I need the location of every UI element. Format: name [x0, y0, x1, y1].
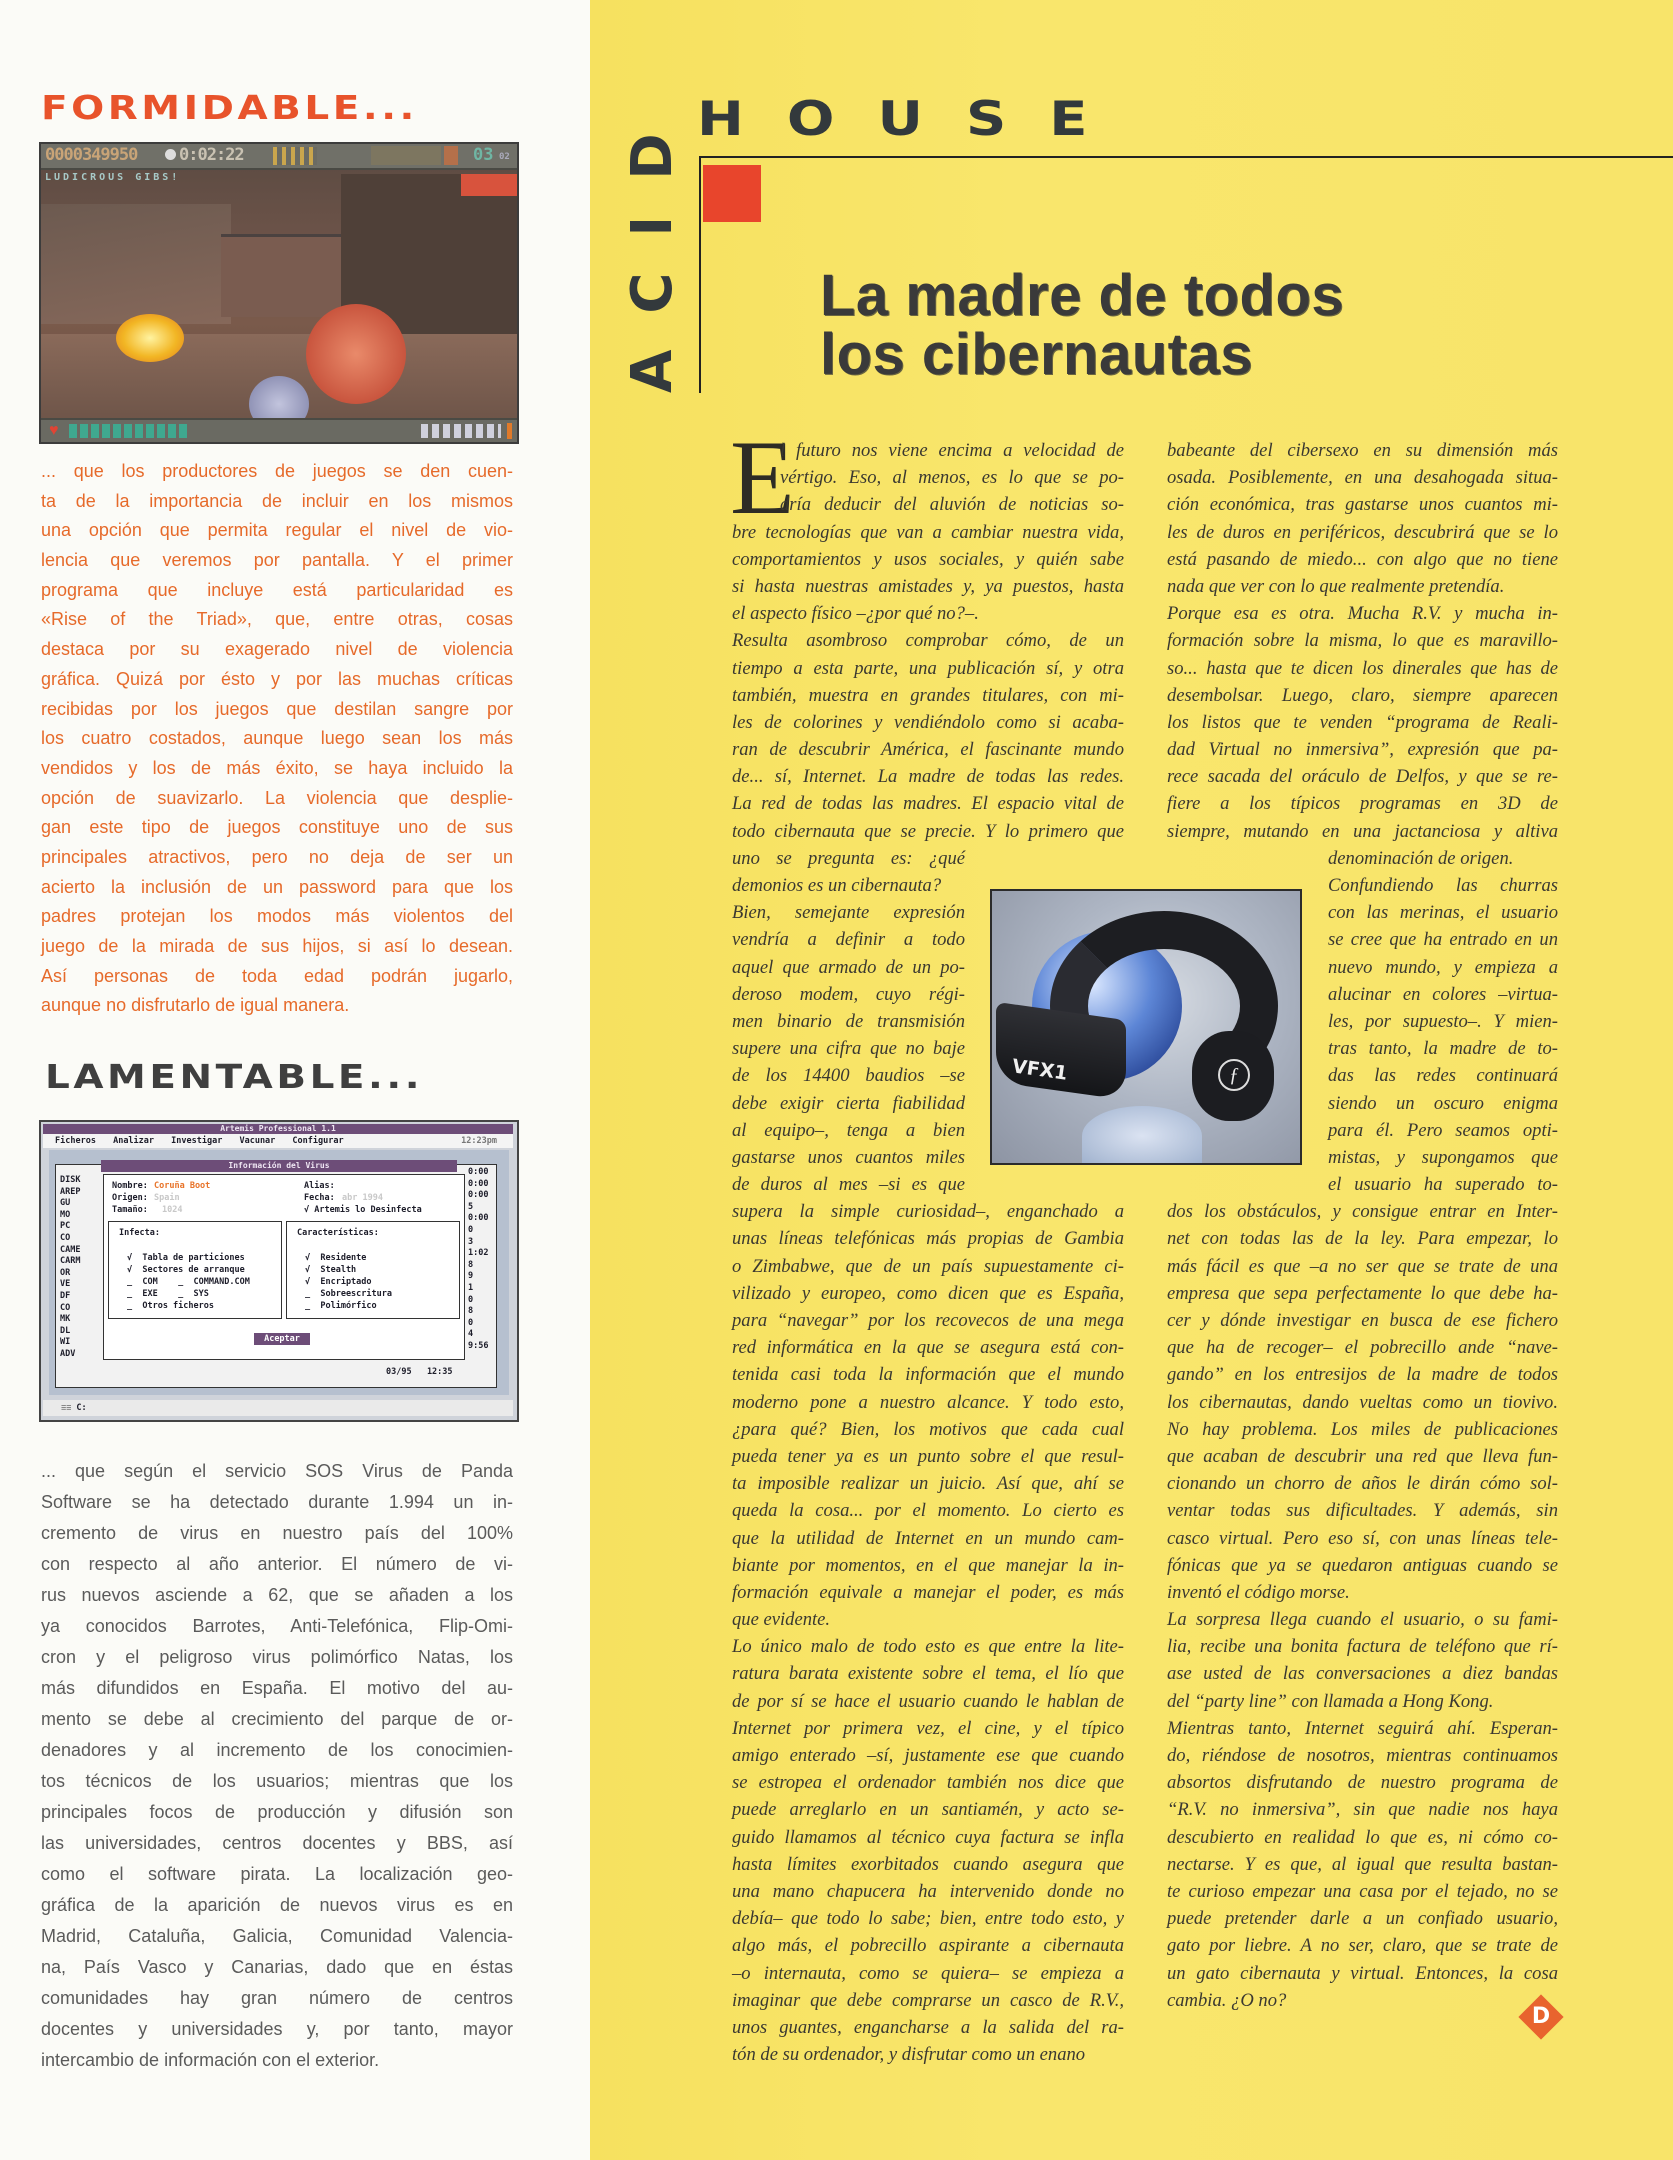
text-line: ... que los productores de juegos se den cuen-	[41, 461, 513, 481]
infects-item: _ COM _ COMMAND.COM	[127, 1277, 250, 1287]
text-line: que la utilidad de Internet en un mundo cam-	[732, 1527, 1124, 1549]
text-line: opción de suavizarlo. La violencia que desplie-	[41, 787, 513, 808]
date-label: Fecha:	[304, 1193, 335, 1203]
text-line: unas líneas telefónicas más propias de Gambia	[732, 1228, 1124, 1250]
text-line: supera la simple curiosidad–, enganchado a	[732, 1201, 1124, 1223]
vfx1-label: VFX1	[1010, 1055, 1069, 1085]
keys-icon	[273, 147, 317, 165]
features-item: √ Stealth	[305, 1265, 357, 1275]
text-line: rus nuevos asciende a 62, que se añaden a los	[41, 1585, 513, 1605]
tree-item: VE	[60, 1279, 71, 1290]
text-line: puede arreglarlo en un santiamén, y acto se-	[732, 1799, 1124, 1821]
text-line: se cree que ha entrado en un	[1328, 929, 1558, 951]
text-line: ran de descubrir América, el fascinante mundo	[732, 739, 1124, 761]
text-line: denominación de origen.	[1328, 847, 1514, 869]
text-line: dad Virtual no inmersiva”, expresión que pa-	[1167, 739, 1558, 761]
drive-prompt: C:	[76, 1403, 87, 1413]
ammo-bar	[507, 423, 512, 439]
text-line: formación sobre la misma, lo que es maravillo-	[1167, 630, 1558, 652]
text-line: una mano chapucera ha intervenido donde no	[732, 1880, 1124, 1902]
text-line: todo cibernauta que se precie. Y lo primero que	[732, 820, 1124, 842]
text-line: men binario de transmisión	[732, 1010, 965, 1032]
red-square-decoration	[703, 165, 761, 222]
text-line: una opción que permita regular el nivel de vio-	[41, 520, 513, 541]
text-line: ase usted de las conversaciones a diez bandas	[1167, 1663, 1558, 1685]
text-line: para él. Pero seamos opti-	[1328, 1119, 1558, 1141]
text-line: absortos disfrutando de nuestro programa de	[1167, 1772, 1558, 1794]
file-date: 03/95 12:35	[386, 1367, 453, 1377]
text-line: do, riéndose de nosotros, mientras continuamos	[1167, 1745, 1558, 1766]
text-line: aunque no disfrutarlo de igual manera.	[41, 995, 350, 1016]
text-line: el aspecto físico –¿por qué no?–.	[732, 603, 979, 625]
features-item: _ Polimórfico	[305, 1301, 377, 1311]
text-line: ta de la importancia de incluir en los mismos	[41, 490, 513, 511]
infects-item: _ EXE _ SYS	[127, 1289, 209, 1299]
artemis-status-bar: ≡≡ C:	[43, 1400, 513, 1416]
artemis-menu-bar	[43, 1134, 513, 1148]
text-line: las universidades, centros docentes y BBS, así	[41, 1833, 513, 1853]
text-line: imaginar que debe comprarse un casco de R.V.,	[732, 1989, 1124, 2011]
rise-of-the-triad-screenshot	[39, 142, 519, 444]
tree-item: DF	[60, 1290, 71, 1301]
text-line: se estropea el ordenador también nos dice que	[732, 1772, 1124, 1794]
text-line: inventó el código morse.	[1167, 1581, 1350, 1603]
features-box	[286, 1221, 460, 1319]
text-line: guido llamamos al técnico cuya factura se infla	[732, 1826, 1124, 1848]
text-line: rece sacada del oráculo de Delfos, y que se re-	[1167, 766, 1558, 788]
header-rule-vertical	[699, 156, 701, 393]
text-line: el usuario ha superado to-	[1328, 1174, 1558, 1196]
text-line: vendidos y los de más éxito, se haya incluido la	[41, 757, 513, 778]
right_values-item: 1:02	[468, 1248, 489, 1259]
article-title	[820, 263, 1345, 387]
text-line: unos guantes, engancharse a la salida del ra-	[732, 2016, 1124, 2038]
article-column-middle	[732, 437, 1124, 2068]
game-message: LUDICROUS GIBS!	[45, 172, 181, 183]
text-line: más difundidos en España. El motivo del au-	[41, 1678, 513, 1698]
features-list	[305, 1252, 392, 1312]
text-line: más fácil es que –a no ser que se trate de una	[1167, 1255, 1558, 1277]
text-line: siendo un oscuro enigma	[1328, 1092, 1558, 1114]
alias-label: Alias:	[304, 1181, 335, 1191]
infects-list	[127, 1252, 250, 1312]
virus-date: abr 1994	[342, 1193, 383, 1203]
text-line: nuevo mundo, y empieza a	[1328, 956, 1558, 978]
tree-item: WI	[60, 1337, 71, 1348]
text-line: dría deducir del aluvión de noticias so-	[780, 494, 1124, 516]
right_values-item: 0:00	[468, 1190, 489, 1201]
text-line: mistas, y supongamos que	[1328, 1146, 1558, 1168]
tree-item: CO	[60, 1232, 71, 1243]
text-line: Lo único malo de todo esto es que entre la lite-	[732, 1636, 1124, 1658]
fireball	[116, 314, 184, 362]
text-line: Bien, semejante expresión	[732, 902, 965, 924]
text-line: cremento de virus en nuestro país del 100%	[41, 1523, 513, 1543]
health-bar	[69, 424, 189, 438]
text-line: está pasando de miedo... con algo que no tiene	[1167, 548, 1558, 570]
wall-center	[221, 234, 341, 317]
text-line: das las redes continuará	[1328, 1065, 1558, 1087]
text-line: ción económica, tras gastarse unos cuantos mi-	[1167, 494, 1558, 516]
ammo-indicator	[421, 424, 501, 438]
size-label: Tamaño:	[112, 1205, 148, 1215]
tree-item: PC	[60, 1221, 71, 1232]
text-line: red informática en la que se asegura está con-	[732, 1337, 1124, 1359]
vfx1-headset-photo	[990, 889, 1302, 1165]
text-line: gando” en los entresijos de la madre de todos	[1167, 1364, 1558, 1386]
lamentable-text	[41, 1456, 513, 2076]
text-line: Resulta asombroso comprobar cómo, de un	[732, 630, 1124, 652]
text-line: un gato cibernauta y virtual. Entonces, la cosa	[1167, 1962, 1558, 1984]
text-line: ¿para qué? Bien, los motivos que cada cual	[732, 1418, 1124, 1440]
infects-item: _ Otros ficheros	[127, 1301, 214, 1311]
artemis-title-bar: Artemis Professional 1.1	[43, 1124, 513, 1134]
text-line: tras tanto, la madre de to-	[1328, 1038, 1558, 1060]
clock-icon	[165, 149, 176, 160]
text-line: les de colorines y vendiéndolo como si acaba-	[732, 711, 1124, 733]
features-item: √ Residente	[305, 1253, 367, 1263]
right_values-item: 0	[468, 1294, 474, 1305]
text-line: de duros al mes –si es que	[732, 1174, 965, 1196]
text-line: Confundiendo las churras	[1328, 875, 1558, 896]
text-line: nada que ver con lo que realmente pretendía.	[1167, 575, 1505, 597]
forte-logo-icon: ƒ	[1218, 1059, 1250, 1091]
right_values-item: 1	[468, 1282, 474, 1293]
text-line: juego de la mirada de sus hijos, si así lo desean.	[41, 936, 513, 956]
text-line: que ha de recoger– el pobrecillo ande “nave-	[1167, 1337, 1558, 1359]
virus-size: 1024	[162, 1205, 183, 1215]
text-line: si hasta nuestras amistades y, ya puestos, hasta	[732, 575, 1124, 597]
text-line: casco virtual. Pero eso sí, con unas líneas tele-	[1167, 1527, 1558, 1549]
origin-label: Origen:	[112, 1193, 148, 1203]
right_values-item: 0:00	[468, 1213, 489, 1224]
player-face-icon	[444, 146, 458, 165]
text-line: No hay problema. Los miles de publicaciones	[1167, 1418, 1558, 1440]
text-line: amigo enterado –sí, justamente ese que cuando	[732, 1745, 1124, 1766]
disinfect-flag: √ Artemis lo Desinfecta	[304, 1205, 422, 1215]
features-label: Características:	[297, 1228, 379, 1238]
enemy-exploding	[306, 304, 406, 404]
heart-icon: ♥	[49, 422, 59, 439]
text-line: tenida casi toda la información que el mundo	[732, 1364, 1124, 1386]
tree-item: CAME	[60, 1244, 81, 1255]
text-line: tón de su ordenador, y disfrutar como un enano	[732, 2044, 1086, 2066]
tree-item: DISK	[60, 1175, 81, 1185]
text-line: tos técnicos de los usuarios; mientras que los	[41, 1771, 513, 1791]
text-line: siempre, mutando en una jactanciosa y altiva	[1167, 820, 1558, 842]
text-line: padres protejan los modos más violentos del	[41, 906, 513, 927]
text-line: les de duros en periféricos, descubrirá que se lo	[1167, 521, 1558, 543]
menu-configurar[interactable]: Configurar	[292, 1136, 344, 1146]
text-line: del “party line” con llamada a Hong Kong.	[1167, 1690, 1494, 1712]
text-line: de por sí se hace el usuario cuando le hablan de	[732, 1690, 1124, 1712]
right_values-item: 9:56	[468, 1340, 489, 1351]
formidable-heading: FORMIDABLE...	[41, 88, 418, 127]
ok-button[interactable]: Aceptar	[254, 1333, 310, 1345]
game-counter-small: 02	[499, 152, 510, 162]
text-line: destaca por su exagerado nivel de violencia	[41, 639, 513, 660]
game-hud-top	[41, 144, 517, 170]
text-line: gato por liebre. A no ser, claro, que se trate de	[1167, 1935, 1558, 1957]
text-line: nectarse. Y es que, al igual que resulta bastan-	[1167, 1853, 1558, 1875]
right_values-item: 3	[468, 1236, 474, 1247]
text-line: les, por supuesto–. Y mien-	[1328, 1010, 1558, 1032]
tree-item: GU	[60, 1198, 71, 1209]
tree-item: MO	[60, 1209, 71, 1220]
game-hud-bottom	[41, 418, 517, 442]
game-score: 0000349950	[45, 145, 138, 165]
text-line: vendría a definir a todo	[732, 929, 965, 951]
infects-label: Infecta:	[119, 1228, 160, 1238]
text-line: empresa que sepa perfectamente lo que debe ha-	[1167, 1282, 1558, 1304]
article-title-line-1: La madre de todos	[820, 263, 1345, 328]
text-line: debe exigir cierta fiabilidad	[732, 1092, 965, 1114]
text-line: desembolsar. Luego, claro, siempre aparecen	[1167, 684, 1558, 706]
end-mark-letter: D	[1531, 2004, 1551, 2029]
menu-investigar[interactable]: Investigar	[171, 1136, 223, 1146]
article-title-line-2: los cibernautas	[820, 322, 1253, 387]
text-line: de... sí, Internet. La madre de todas las redes.	[732, 766, 1124, 788]
display-stand	[1082, 1106, 1202, 1165]
text-line: lencia que veremos por pantalla. Y el primer	[41, 550, 513, 571]
text-line: tiempo a esta parte, una publicación sí, y otra	[732, 657, 1124, 679]
formidable-text	[41, 457, 513, 1021]
player-name-panel	[371, 146, 441, 165]
menu-ficheros[interactable]: Ficheros	[55, 1136, 96, 1146]
text-line: fiere a los típicos programas en 3D de	[1167, 793, 1558, 815]
right_values-item: 5	[468, 1201, 474, 1212]
game-counter: 03	[473, 145, 494, 165]
text-line: demonios es un cibernauta?	[732, 875, 942, 896]
headset-visor	[996, 1002, 1126, 1100]
text-line: gráfica de la aparición de nuevos virus es en	[41, 1895, 513, 1915]
text-line: de los 14400 baudios –se	[732, 1065, 965, 1087]
text-line: cer y dónde investigar en busca de ese fichero	[1167, 1310, 1558, 1331]
text-line: «Rise of the Triad», que, entre otras, cosas	[41, 609, 513, 630]
text-line: denadores y al incremento de los conocimien-	[41, 1740, 513, 1760]
text-line: cambia. ¿O no?	[1167, 1989, 1287, 2011]
text-line: supere una cifra que no baje	[732, 1038, 965, 1060]
text-line: –o internauta, como se quiera– se empieza a	[732, 1962, 1124, 1984]
text-line: Software se ha detectado durante 1.994 un in-	[41, 1492, 513, 1512]
text-line: Porque esa es otra. Mucha R.V. y mucha in-	[1167, 603, 1558, 625]
tree-item: AREP	[60, 1186, 81, 1197]
text-line: net con todas las de la ley. Para empezar, lo	[1167, 1228, 1558, 1250]
text-line: mento se debe al crecimiento del parque de or-	[41, 1709, 513, 1729]
text-line: bre tecnologías que van a cambiar nuestra vida,	[732, 521, 1124, 543]
text-line: lia, recibe una bonita factura de teléfono que rí-	[1167, 1636, 1558, 1658]
text-line: La sorpresa llega cuando el usuario, o su fami-	[1167, 1609, 1558, 1631]
text-line: algo más, el pobrecillo aspirante a cibernauta	[732, 1935, 1124, 1957]
text-line: La red de todas las madres. El espacio vital de	[732, 793, 1124, 815]
right_values-item: 4	[468, 1329, 474, 1340]
text-line: fónicas que ya se quedaron antiguas cuando se	[1167, 1554, 1558, 1576]
tree-item: DL	[60, 1325, 71, 1336]
text-line: como el software pirata. La localización geo-	[41, 1864, 513, 1884]
text-line: na, País Vasco y Canarias, dado que en éstas	[41, 1957, 513, 1977]
text-line: al equipo–, tenga a bien	[732, 1119, 965, 1141]
header-rule-horizontal	[699, 156, 1673, 158]
text-line: gastarse unos cuantos miles	[732, 1146, 965, 1168]
text-line: uno se pregunta es: ¿qué	[732, 847, 965, 869]
text-line: programa que incluye está particularidad es	[41, 579, 513, 600]
text-line: puede pretender darle a un confiado usuario,	[1167, 1908, 1558, 1930]
text-line: con las merinas, el usuario	[1328, 902, 1558, 924]
name-label: Nombre:	[112, 1181, 148, 1191]
virus-origin: Spain	[154, 1193, 180, 1203]
text-line: deroso modem, cuyo régi-	[732, 983, 965, 1005]
end-mark-logo	[1517, 1993, 1565, 2041]
lamentable-heading: LAMENTABLE...	[45, 1057, 424, 1096]
text-line: hasta límites exorbitados cuando asegura que	[732, 1853, 1124, 1875]
text-line: babeante del cibersexo en su dimensión más	[1167, 440, 1558, 461]
tree-item: OR	[60, 1267, 71, 1278]
text-line: principales focos de producción y difusión son	[41, 1802, 513, 1822]
text-line: l futuro nos viene encima a velocidad de	[780, 440, 1124, 461]
text-line: osada. Posiblemente, en una desahogada situa-	[1167, 467, 1558, 489]
tree-item: CARM	[60, 1256, 81, 1267]
text-line: gan este tipo de juegos constituye uno de sus	[41, 817, 513, 838]
text-line: ventar todas sus dificultades. Y además, sin	[1167, 1500, 1558, 1522]
text-line: gráfica. Quizá por ésto y por las muchas críticas	[41, 668, 513, 689]
text-line: comunidades hay gran número de centros	[41, 1988, 513, 2008]
virus-name: Coruña Boot	[154, 1181, 211, 1191]
text-line: ya conocidos Barrotes, Anti-Telefónica, Flip-Omi-	[41, 1616, 513, 1636]
drop-cap: E	[730, 419, 795, 536]
text-line: ta imposible realizar un juicio. Así que, ahí se	[732, 1473, 1124, 1495]
directory-tree	[60, 1175, 104, 1361]
text-line: formación equivale a manejar el poder, es más	[732, 1581, 1124, 1603]
text-line: aquel que armado de un po-	[732, 956, 965, 978]
right_values-item: 0:00	[468, 1178, 489, 1189]
text-line: ratura barata existente sobre el tema, el lío que	[732, 1663, 1124, 1685]
text-line: queda la cosa... por el momento. Lo cierto es	[732, 1500, 1124, 1522]
tree-item: ADV	[60, 1348, 76, 1359]
text-line: también, muestra en grandes titulares, con mi-	[732, 684, 1124, 706]
text-line: los cibernautas, dando vueltas como un tiovivo.	[1167, 1391, 1558, 1413]
tree-item: CO	[60, 1302, 71, 1313]
text-line: “R.V. no inmersiva”, sin que nadie nos haya	[1167, 1799, 1558, 1821]
text-line: vértigo. Eso, al menos, es lo que se po-	[780, 467, 1124, 489]
section-label-vertical: ACID	[620, 97, 685, 393]
artemis-antivirus-screenshot	[39, 1120, 519, 1422]
text-line: pueda tener ya es un punto sobre el que resul-	[732, 1445, 1124, 1467]
virus-info-dialog	[103, 1174, 465, 1360]
text-line: te curioso empezar una casa por el tejado, no se	[1167, 1880, 1558, 1902]
text-line: los cuatro costados, aunque luego sean los más	[41, 728, 513, 749]
text-line: los listos que te venden “programa de Reali-	[1167, 711, 1558, 733]
text-line: cron y el peligroso virus polimórfico Natas, los	[41, 1647, 513, 1667]
text-line: ... que según el servicio SOS Virus de Panda	[41, 1461, 513, 1481]
text-line: cionando un chorro de años le dirán cómo sol-	[1167, 1473, 1558, 1495]
infects-item: √ Tabla de particiones	[127, 1253, 245, 1263]
blood-splatter	[461, 174, 517, 196]
menu-analizar[interactable]: Analizar	[113, 1136, 155, 1146]
text-line: intercambio de información con el exterior.	[41, 2050, 380, 2070]
right_values-item: 9	[468, 1271, 474, 1282]
text-line: acierto la inclusión de un password para que los	[41, 876, 513, 897]
right_values-item: 8	[468, 1306, 474, 1317]
game-timer: 0:02:22	[179, 145, 244, 165]
text-line: alucinar en colores –virtua-	[1328, 983, 1558, 1005]
text-line: Así personas de toda edad podrán jugarlo,	[41, 965, 513, 986]
right_values-item: 0	[468, 1317, 474, 1328]
text-line: Mientras tanto, Internet seguirá ahí. Esperan-	[1167, 1717, 1558, 1739]
wall-left	[41, 204, 231, 324]
text-line: que acaban de descubrir una red que lleva fun-	[1167, 1445, 1558, 1467]
right_values-item: 8	[468, 1259, 474, 1270]
section-label-horizontal: HOUSE	[697, 91, 1131, 147]
article-column-right	[1167, 437, 1558, 2014]
text-line: debía– que todo lo sabe; bien, entre todo esto, y	[732, 1908, 1124, 1930]
text-line: dos los obstáculos, y consigue entrar en Inter-	[1167, 1201, 1558, 1223]
text-line: docentes y universidades y, por tanto, mayor	[41, 2019, 513, 2039]
right_values-item: 0:00	[468, 1167, 489, 1177]
text-line: comportamientos y usos sociales, y quién sabe	[732, 548, 1124, 570]
text-line: vilizado y europeo, como dicen que es España,	[732, 1282, 1124, 1304]
text-line: con respecto al año anterior. El número de vi-	[41, 1554, 513, 1574]
text-line: Internet por primera vez, el cine, y el típico	[732, 1717, 1124, 1739]
infects-item: √ Sectores de arranque	[127, 1265, 245, 1275]
features-item: √ Encriptado	[305, 1277, 372, 1287]
menu-vacunar[interactable]: Vacunar	[239, 1136, 276, 1146]
text-line: principales atractivos, pero no deja de ser un	[41, 846, 513, 867]
right_values-item: 0	[468, 1224, 474, 1235]
text-line: biante por momentos, en el que manejar la in-	[732, 1554, 1124, 1576]
artemis-clock: 12:23pm	[461, 1136, 497, 1146]
text-line: recibidas por los juegos que destilan sangre por	[41, 698, 513, 719]
text-line: descubierto en realidad lo que es, ni cómo co-	[1167, 1826, 1558, 1848]
text-line: para “navegar” por los recovecos de una mega	[732, 1310, 1124, 1331]
text-line: so... hasta que te dicen los dinerales que has de	[1167, 657, 1558, 679]
tree-item: MK	[60, 1314, 71, 1325]
text-line: o Zimbabwe, que de un país supuestamente ci-	[732, 1255, 1124, 1277]
infects-box	[108, 1221, 282, 1319]
virus-info-dialog-title: Información del Virus	[101, 1160, 457, 1172]
text-line: moderno pone a nuestro alcance. Y todo esto,	[732, 1391, 1124, 1413]
text-line: que evidente.	[732, 1609, 831, 1631]
features-item: _ Sobreescritura	[305, 1289, 392, 1299]
file-times-column	[468, 1167, 496, 1353]
text-line: Madrid, Cataluña, Galicia, Comunidad Valencia-	[41, 1926, 513, 1946]
